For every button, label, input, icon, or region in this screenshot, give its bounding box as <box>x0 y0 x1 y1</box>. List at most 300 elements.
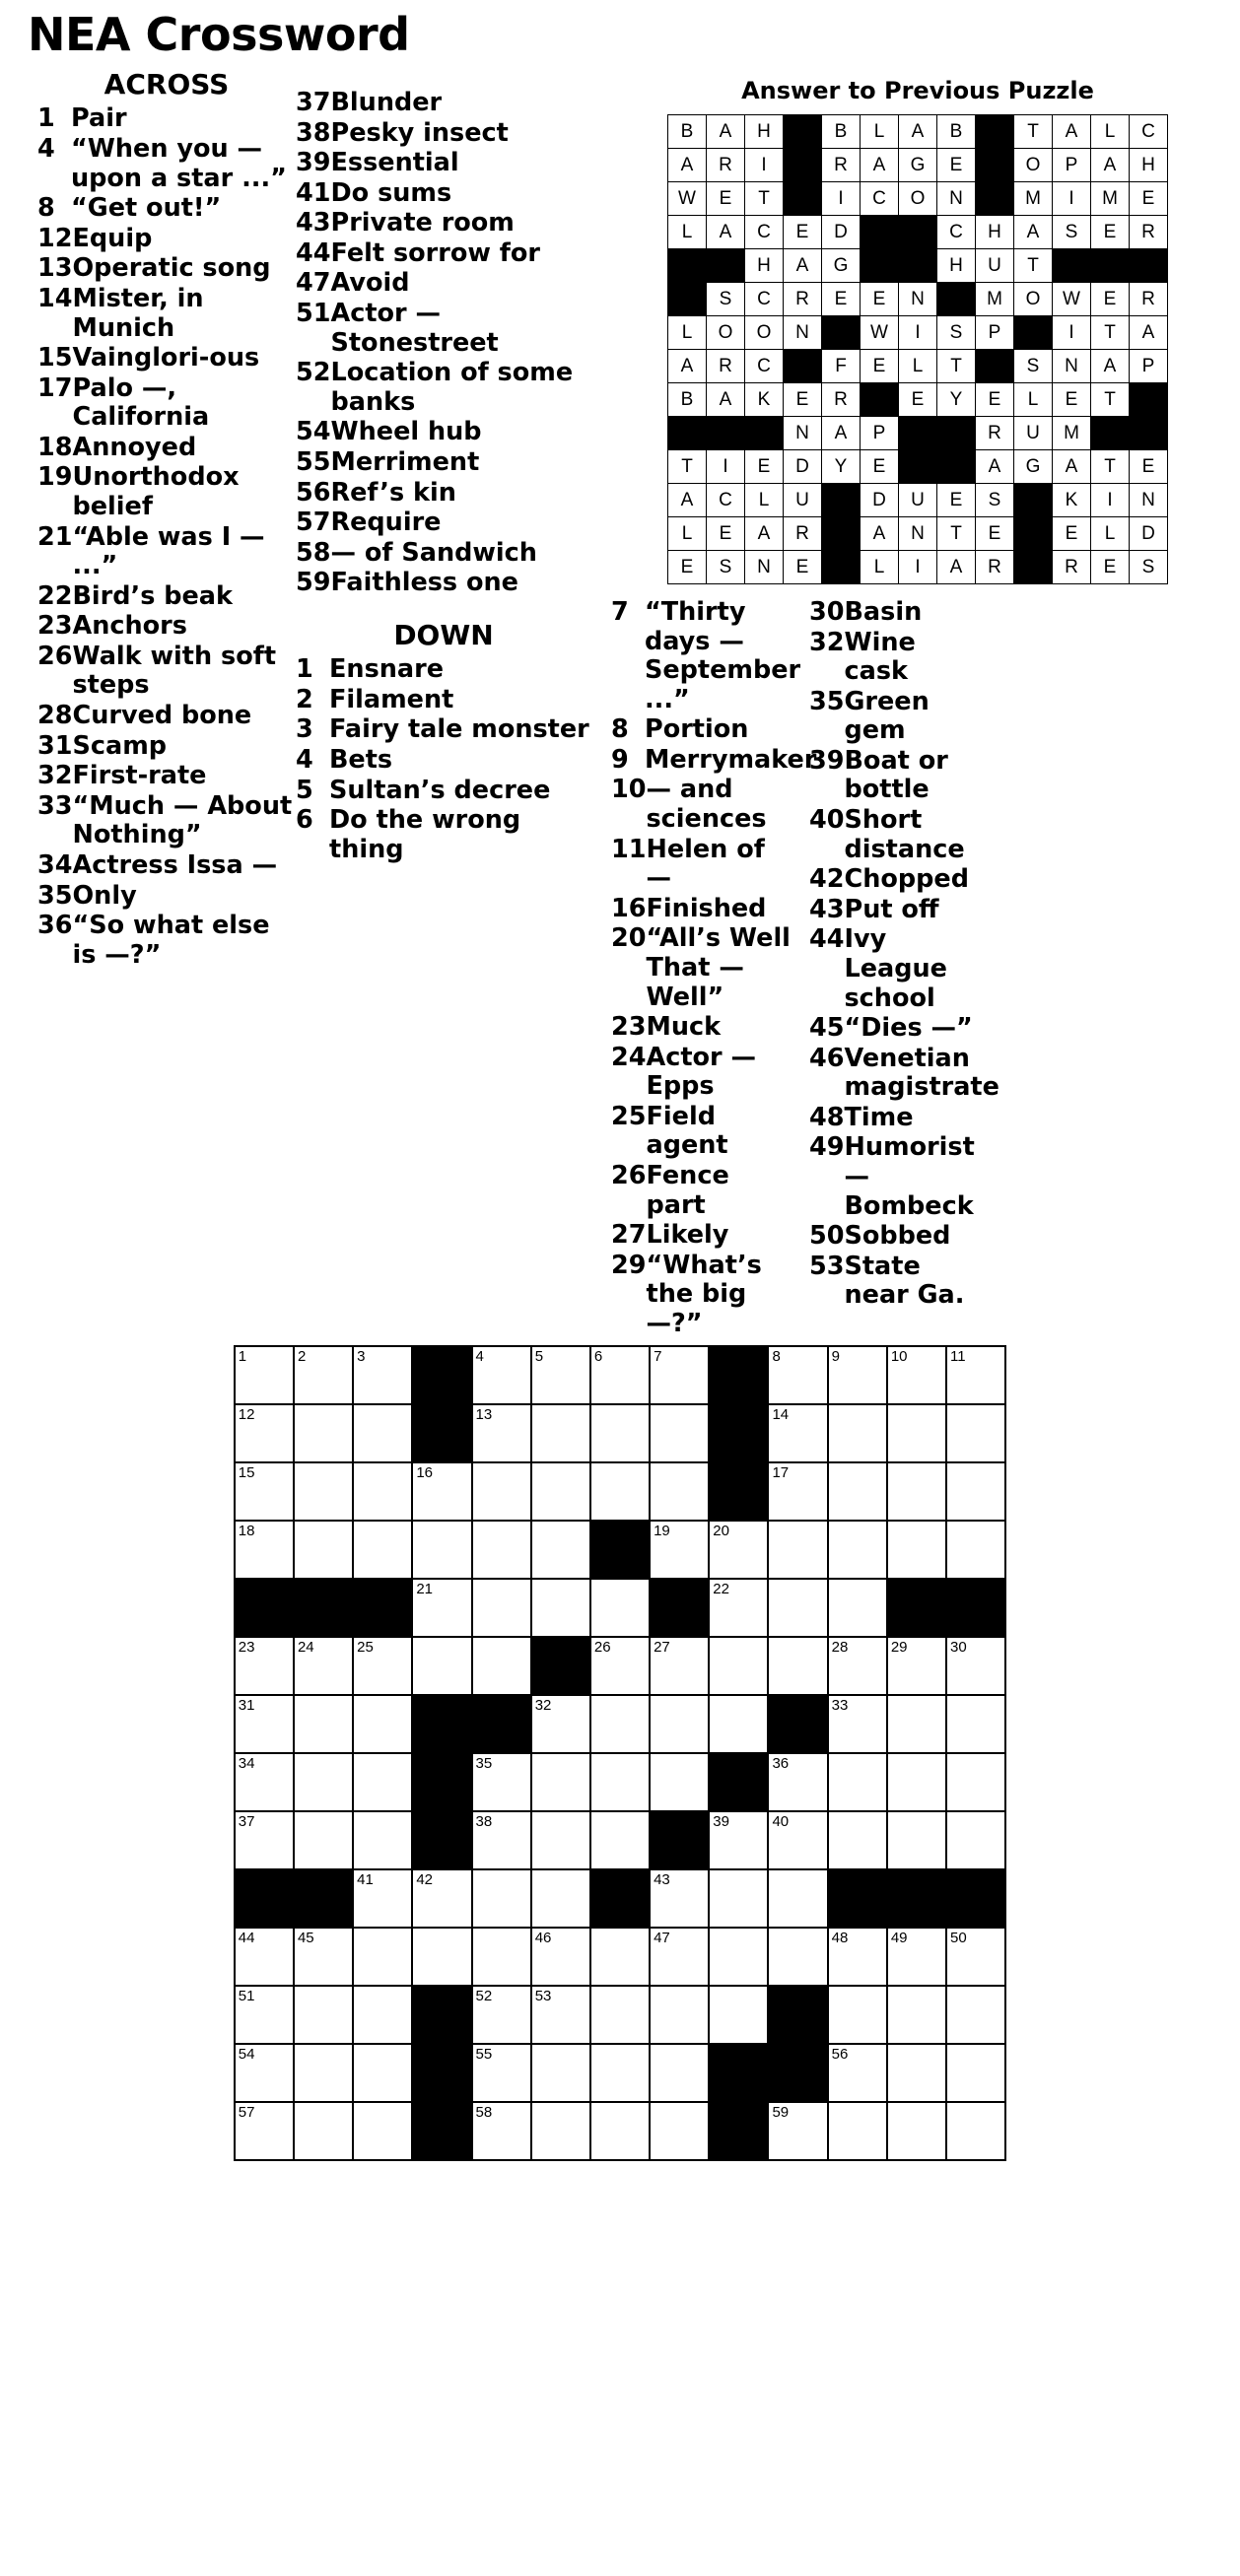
puzzle-grid-cell[interactable] <box>946 1404 1005 1462</box>
answer-grid-row <box>668 216 1168 249</box>
answer-grid-block <box>1091 249 1130 283</box>
clue-text: Venetian magistrate <box>844 1043 999 1103</box>
answer-grid-letter: H <box>745 249 784 283</box>
puzzle-grid-cell[interactable] <box>235 2044 294 2102</box>
puzzle-grid-cell[interactable] <box>709 1521 768 1579</box>
puzzle-cell-number: 13 <box>475 1406 493 1424</box>
puzzle-grid-cell[interactable] <box>235 1521 294 1579</box>
answer-grid-letter: S <box>707 551 745 584</box>
puzzle-grid-cell[interactable] <box>412 1869 471 1928</box>
puzzle-grid-cell[interactable] <box>235 1695 294 1753</box>
answer-grid-letter: L <box>899 350 937 383</box>
puzzle-grid-row <box>235 1521 1005 1579</box>
puzzle-grid-cell[interactable] <box>531 1346 590 1404</box>
puzzle-grid-cell[interactable] <box>294 2044 353 2102</box>
answer-grid-letter: S <box>1014 350 1053 383</box>
clue-text: Wheel hub <box>330 417 482 447</box>
puzzle-grid-cell[interactable] <box>235 1928 294 1986</box>
puzzle-grid-cell[interactable] <box>235 1811 294 1869</box>
answer-grid-letter: L <box>861 551 899 584</box>
clue-number: 45 <box>809 1013 845 1044</box>
puzzle-grid-cell[interactable] <box>294 1695 353 1753</box>
puzzle-grid-cell[interactable] <box>650 1346 709 1404</box>
answer-grid-letter: A <box>784 249 822 283</box>
puzzle-grid-cell[interactable] <box>531 1753 590 1811</box>
clue-text: Merrymaker <box>645 744 817 775</box>
clue-item <box>37 582 296 612</box>
answer-grid-letter: W <box>1053 283 1091 316</box>
puzzle-grid-cell[interactable] <box>709 1869 768 1928</box>
page-title: NEA Crossword <box>28 8 410 61</box>
clue-item <box>611 895 793 924</box>
answer-grid-block <box>1014 517 1053 551</box>
clue-text: “Dies —” <box>844 1013 973 1044</box>
puzzle-grid-row <box>235 1346 1005 1404</box>
answer-grid-letter: B <box>937 115 976 149</box>
puzzle-grid-cell[interactable] <box>294 1637 353 1695</box>
puzzle-grid-cell[interactable] <box>235 1986 294 2044</box>
puzzle-grid-cell[interactable] <box>768 2102 827 2160</box>
puzzle-cell-number: 19 <box>654 1523 670 1540</box>
puzzle-grid-cell[interactable] <box>590 2044 650 2102</box>
puzzle-grid-cell[interactable] <box>946 1462 1005 1521</box>
clue-item <box>296 715 591 745</box>
answer-grid-letter: C <box>1130 115 1168 149</box>
puzzle-grid-cell[interactable] <box>828 2044 887 2102</box>
answer-grid-block <box>1091 417 1130 450</box>
answer-grid-letter: S <box>707 283 745 316</box>
puzzle-grid-cell[interactable] <box>768 1404 827 1462</box>
puzzle-cell-number: 32 <box>534 1697 552 1715</box>
puzzle-grid-cell[interactable] <box>650 1986 709 2044</box>
puzzle-grid-cell[interactable] <box>353 1462 412 1521</box>
puzzle-grid-cell[interactable] <box>235 1404 294 1462</box>
clue-number: 11 <box>611 834 647 864</box>
puzzle-grid-cell[interactable] <box>709 1637 768 1695</box>
puzzle-grid-cell[interactable] <box>294 2102 353 2160</box>
puzzle-grid-cell[interactable] <box>887 1462 946 1521</box>
puzzle-grid-cell[interactable] <box>650 1753 709 1811</box>
puzzle-grid-row <box>235 1869 1005 1928</box>
puzzle-grid-cell[interactable] <box>650 1637 709 1695</box>
answer-grid-letter: A <box>1053 115 1091 149</box>
puzzle-grid-cell[interactable] <box>294 1404 353 1462</box>
puzzle-grid-cell[interactable] <box>768 1811 827 1869</box>
clue-item <box>296 300 591 358</box>
puzzle-grid-cell[interactable] <box>412 1521 471 1579</box>
puzzle-cell-number: 52 <box>475 1988 493 2005</box>
puzzle-grid-cell[interactable] <box>472 1753 531 1811</box>
puzzle-grid-cell[interactable] <box>828 1811 887 1869</box>
puzzle-grid-cell[interactable] <box>887 1811 946 1869</box>
clue-number: 3 <box>296 714 313 745</box>
puzzle-grid-cell[interactable] <box>472 1986 531 2044</box>
answer-and-down-area <box>591 63 1230 1339</box>
puzzle-grid-cell[interactable] <box>650 2044 709 2102</box>
answer-grid-letter: E <box>861 283 899 316</box>
puzzle-grid-cell[interactable] <box>531 1521 590 1579</box>
clue-text: Ivy League school <box>844 924 947 1013</box>
puzzle-grid-cell[interactable] <box>590 2102 650 2160</box>
answer-grid-letter: G <box>822 249 861 283</box>
puzzle-grid-cell[interactable] <box>294 1928 353 1986</box>
puzzle-grid-cell[interactable] <box>235 1462 294 1521</box>
puzzle-grid-cell[interactable] <box>353 1346 412 1404</box>
puzzle-cell-number: 45 <box>297 1930 314 1947</box>
puzzle-grid-cell[interactable] <box>768 1346 827 1404</box>
answer-grid-letter: O <box>1014 149 1053 182</box>
clue-item <box>809 1104 987 1133</box>
answer-grid-letter: C <box>861 182 899 216</box>
puzzle-grid-cell[interactable] <box>353 1753 412 1811</box>
puzzle-grid-cell[interactable] <box>887 1928 946 1986</box>
puzzle-grid-cell[interactable] <box>709 1986 768 2044</box>
puzzle-grid-cell[interactable] <box>590 1346 650 1404</box>
clue-item <box>296 359 591 417</box>
answer-grid-letter: N <box>784 417 822 450</box>
puzzle-grid-cell[interactable] <box>472 1869 531 1928</box>
clue-number: 54 <box>296 417 331 447</box>
answer-grid-row <box>668 316 1168 350</box>
puzzle-cell-number: 48 <box>831 1930 849 1947</box>
answer-grid-letter: R <box>707 350 745 383</box>
puzzle-grid-cell[interactable] <box>353 1521 412 1579</box>
clue-item <box>296 777 591 806</box>
puzzle-grid-cell[interactable] <box>590 1462 650 1521</box>
clue-text: Mister, in Munich <box>72 283 204 343</box>
clue-number: 10 <box>611 775 647 805</box>
puzzle-grid-cell[interactable] <box>590 1695 650 1753</box>
puzzle-grid-cell[interactable] <box>828 1462 887 1521</box>
puzzle-grid-cell[interactable] <box>887 1986 946 2044</box>
clue-number: 53 <box>809 1251 845 1281</box>
puzzle-grid[interactable] <box>234 1345 1006 2161</box>
puzzle-cell-number: 38 <box>475 1813 493 1831</box>
puzzle-grid-cell[interactable] <box>828 1521 887 1579</box>
answer-grid-letter: E <box>707 182 745 216</box>
puzzle-grid-cell[interactable] <box>472 1404 531 1462</box>
clue-item <box>296 418 591 447</box>
puzzle-grid-cell[interactable] <box>353 1695 412 1753</box>
clue-number: 27 <box>611 1220 647 1251</box>
puzzle-grid-cell[interactable] <box>828 1928 887 1986</box>
puzzle-grid-cell[interactable] <box>828 1753 887 1811</box>
puzzle-grid-cell[interactable] <box>946 1346 1005 1404</box>
clue-number: 26 <box>37 641 73 671</box>
puzzle-grid-cell[interactable] <box>531 1404 590 1462</box>
puzzle-grid-cell[interactable] <box>235 1637 294 1695</box>
puzzle-grid-cell[interactable] <box>887 1753 946 1811</box>
answer-grid-row <box>668 115 1168 149</box>
puzzle-grid-cell[interactable] <box>768 1869 827 1928</box>
previous-answer-grid <box>667 114 1168 584</box>
answer-grid-letter: N <box>1053 350 1091 383</box>
puzzle-grid-cell[interactable] <box>531 1928 590 1986</box>
clue-number: 37 <box>296 88 331 117</box>
down-clues-lower <box>605 598 1230 1339</box>
puzzle-grid-cell[interactable] <box>472 1346 531 1404</box>
puzzle-grid-cell[interactable] <box>531 1462 590 1521</box>
puzzle-grid-cell[interactable] <box>590 1811 650 1869</box>
puzzle-grid-cell[interactable] <box>946 1753 1005 1811</box>
puzzle-grid-cell[interactable] <box>709 1579 768 1637</box>
clue-item <box>611 1044 793 1102</box>
puzzle-grid-cell[interactable] <box>353 1986 412 2044</box>
puzzle-grid-cell[interactable] <box>412 1637 471 1695</box>
clue-item <box>611 836 793 894</box>
clue-text: Anchors <box>72 611 187 642</box>
puzzle-grid-cell[interactable] <box>472 2102 531 2160</box>
puzzle-grid-block <box>472 1695 531 1753</box>
puzzle-grid-cell[interactable] <box>531 1986 590 2044</box>
puzzle-grid-cell[interactable] <box>353 1637 412 1695</box>
answer-grid-letter: C <box>745 350 784 383</box>
puzzle-grid-cell[interactable] <box>946 2044 1005 2102</box>
clue-text: “All’s Well That — Well” <box>646 923 791 1012</box>
puzzle-grid-cell[interactable] <box>946 2102 1005 2160</box>
puzzle-grid-row <box>235 2044 1005 2102</box>
puzzle-grid-cell[interactable] <box>472 1462 531 1521</box>
puzzle-grid-cell[interactable] <box>472 1521 531 1579</box>
puzzle-grid-cell[interactable] <box>828 1695 887 1753</box>
answer-grid-letter: P <box>1130 350 1168 383</box>
puzzle-grid-cell[interactable] <box>709 1695 768 1753</box>
puzzle-grid-cell[interactable] <box>531 2044 590 2102</box>
clue-item <box>37 463 296 521</box>
puzzle-grid-cell[interactable] <box>590 1928 650 1986</box>
puzzle-grid-cell[interactable] <box>946 1695 1005 1753</box>
puzzle-grid-cell[interactable] <box>650 1462 709 1521</box>
clue-number: 26 <box>611 1160 647 1190</box>
puzzle-grid-cell[interactable] <box>590 1753 650 1811</box>
clue-number: 56 <box>296 477 331 508</box>
clue-text: Do the wrong thing <box>329 805 521 864</box>
answer-grid-letter: I <box>1053 316 1091 350</box>
puzzle-grid-cell[interactable] <box>353 2102 412 2160</box>
puzzle-grid-block <box>235 1869 294 1928</box>
puzzle-grid-cell[interactable] <box>650 2102 709 2160</box>
puzzle-grid-cell[interactable] <box>294 1986 353 2044</box>
answer-grid-letter: E <box>937 484 976 517</box>
answer-grid-letter: N <box>899 283 937 316</box>
puzzle-grid-cell[interactable] <box>768 1753 827 1811</box>
puzzle-grid-cell[interactable] <box>828 1637 887 1695</box>
clue-number: 43 <box>296 208 331 238</box>
answer-grid-letter: T <box>1091 450 1130 484</box>
puzzle-grid-cell[interactable] <box>412 1462 471 1521</box>
clue-number: 35 <box>37 880 73 911</box>
answer-grid-letter: A <box>745 517 784 551</box>
puzzle-grid-block <box>709 1753 768 1811</box>
clue-text: Blunder <box>330 88 443 117</box>
puzzle-grid-cell[interactable] <box>472 1637 531 1695</box>
puzzle-grid-cell[interactable] <box>235 1753 294 1811</box>
clue-text: Sobbed <box>844 1221 951 1252</box>
puzzle-grid-cell[interactable] <box>650 1695 709 1753</box>
puzzle-grid-cell[interactable] <box>768 1579 827 1637</box>
puzzle-grid-cell[interactable] <box>828 1346 887 1404</box>
answer-grid-block <box>822 551 861 584</box>
clue-item <box>37 702 296 731</box>
puzzle-grid-cell[interactable] <box>590 1579 650 1637</box>
puzzle-grid-cell[interactable] <box>531 2102 590 2160</box>
puzzle-grid-cell[interactable] <box>946 1811 1005 1869</box>
puzzle-grid-cell[interactable] <box>353 2044 412 2102</box>
puzzle-grid-cell[interactable] <box>294 1521 353 1579</box>
puzzle-grid-cell[interactable] <box>472 1579 531 1637</box>
puzzle-grid-cell[interactable] <box>828 2102 887 2160</box>
puzzle-grid-cell[interactable] <box>235 2102 294 2160</box>
puzzle-grid-cell[interactable] <box>412 1579 471 1637</box>
puzzle-grid-cell[interactable] <box>590 1986 650 2044</box>
answer-grid-letter: M <box>1091 182 1130 216</box>
clue-number: 7 <box>611 597 629 627</box>
puzzle-grid-block <box>294 1869 353 1928</box>
puzzle-cell-number: 11 <box>950 1348 966 1366</box>
answer-grid-letter: E <box>976 383 1014 417</box>
clue-number: 35 <box>809 686 845 716</box>
puzzle-grid-cell[interactable] <box>768 1521 827 1579</box>
puzzle-cell-number: 56 <box>831 2046 849 2064</box>
puzzle-grid-cell[interactable] <box>590 1404 650 1462</box>
clue-item <box>37 912 296 970</box>
clue-item <box>611 1013 793 1043</box>
puzzle-grid-cell[interactable] <box>294 1753 353 1811</box>
puzzle-grid-cell[interactable] <box>887 2044 946 2102</box>
clue-item <box>296 686 591 715</box>
puzzle-grid-cell[interactable] <box>887 1521 946 1579</box>
clue-number: 44 <box>809 924 845 955</box>
puzzle-grid-cell[interactable] <box>887 1695 946 1753</box>
puzzle-grid-cell[interactable] <box>531 1695 590 1753</box>
puzzle-cell-number: 12 <box>238 1406 255 1424</box>
puzzle-grid-cell[interactable] <box>353 1811 412 1869</box>
puzzle-grid-cell[interactable] <box>235 1346 294 1404</box>
puzzle-grid-cell[interactable] <box>650 1869 709 1928</box>
clue-item <box>37 612 296 642</box>
answer-grid-letter: N <box>784 316 822 350</box>
clue-text: “So what else is —?” <box>72 911 270 970</box>
answer-grid-block <box>707 249 745 283</box>
across-column-2 <box>296 63 591 865</box>
puzzle-grid-cell[interactable] <box>946 1986 1005 2044</box>
puzzle-grid-cell[interactable] <box>650 1521 709 1579</box>
answer-grid-block <box>937 450 976 484</box>
puzzle-grid-block <box>887 1869 946 1928</box>
puzzle-grid-cell[interactable] <box>828 1404 887 1462</box>
puzzle-cell-number: 2 <box>297 1348 307 1366</box>
clue-number: 40 <box>809 805 845 836</box>
puzzle-grid-cell[interactable] <box>768 1928 827 1986</box>
clue-text: Finished <box>646 893 767 923</box>
across-heading: ACROSS <box>103 68 230 101</box>
puzzle-grid-row <box>235 2102 1005 2160</box>
puzzle-grid-cell[interactable] <box>828 1579 887 1637</box>
clue-text: Bird’s beak <box>72 580 233 611</box>
puzzle-grid-cell[interactable] <box>531 1869 590 1928</box>
answer-grid-letter: T <box>1091 316 1130 350</box>
answer-grid-letter: L <box>1014 383 1053 417</box>
puzzle-grid-cell[interactable] <box>353 1404 412 1462</box>
puzzle-grid-cell[interactable] <box>412 1928 471 1986</box>
puzzle-grid-cell[interactable] <box>768 1637 827 1695</box>
answer-grid-letter: I <box>822 182 861 216</box>
puzzle-grid-cell[interactable] <box>294 1462 353 1521</box>
clue-text: Likely <box>646 1220 729 1251</box>
puzzle-grid-cell[interactable] <box>946 1637 1005 1695</box>
answer-grid-letter: T <box>1014 249 1053 283</box>
puzzle-grid-cell[interactable] <box>887 1404 946 1462</box>
puzzle-grid-cell[interactable] <box>294 1811 353 1869</box>
answer-grid-letter: N <box>937 182 976 216</box>
clue-item <box>809 1014 987 1044</box>
puzzle-grid-cell[interactable] <box>650 1928 709 1986</box>
answer-grid-letter: S <box>1130 551 1168 584</box>
puzzle-cell-number: 25 <box>357 1639 374 1657</box>
puzzle-grid-cell[interactable] <box>353 1869 412 1928</box>
answer-grid-letter: L <box>668 517 707 551</box>
puzzle-grid-cell[interactable] <box>472 1928 531 1986</box>
clue-text: Only <box>72 880 137 911</box>
clue-text: Walk with soft steps <box>72 641 277 701</box>
answer-grid-letter: E <box>1053 383 1091 417</box>
puzzle-grid-cell[interactable] <box>709 1811 768 1869</box>
answer-grid-letter: R <box>1130 216 1168 249</box>
puzzle-grid-cell[interactable] <box>887 1346 946 1404</box>
puzzle-grid-cell[interactable] <box>709 1928 768 1986</box>
answer-grid-letter: T <box>937 350 976 383</box>
puzzle-grid-cell[interactable] <box>531 1811 590 1869</box>
puzzle-grid-cell[interactable] <box>887 2102 946 2160</box>
clue-item <box>296 655 591 685</box>
puzzle-grid-cell[interactable] <box>650 1404 709 1462</box>
puzzle-grid-block <box>412 1753 471 1811</box>
answer-grid-block <box>668 249 707 283</box>
answer-grid-block <box>899 249 937 283</box>
answer-grid-letter: I <box>899 551 937 584</box>
puzzle-cell-number: 37 <box>238 1813 255 1831</box>
puzzle-grid-cell[interactable] <box>590 1637 650 1695</box>
clue-text: Faithless one <box>330 568 518 598</box>
puzzle-grid-cell[interactable] <box>887 1637 946 1695</box>
clue-item <box>296 239 591 269</box>
puzzle-cell-number: 58 <box>475 2104 493 2122</box>
puzzle-cell-number: 55 <box>475 2046 493 2064</box>
puzzle-grid-cell[interactable] <box>353 1928 412 1986</box>
puzzle-grid-cell[interactable] <box>946 1928 1005 1986</box>
clue-item <box>37 851 296 881</box>
puzzle-grid-cell[interactable] <box>472 2044 531 2102</box>
answer-grid-letter: O <box>1014 283 1053 316</box>
clue-number: 39 <box>809 745 845 776</box>
puzzle-grid-block <box>768 1695 827 1753</box>
puzzle-grid-cell[interactable] <box>294 1346 353 1404</box>
clue-number: 55 <box>296 446 331 477</box>
answer-grid-letter: E <box>1130 450 1168 484</box>
down-clue-list-1 <box>296 655 591 864</box>
puzzle-grid-cell[interactable] <box>946 1521 1005 1579</box>
clue-number: 30 <box>809 597 845 627</box>
answer-grid-row <box>668 283 1168 316</box>
clue-item <box>611 1221 793 1251</box>
puzzle-cell-number: 30 <box>950 1639 967 1657</box>
puzzle-grid-cell[interactable] <box>768 1462 827 1521</box>
answer-grid-letter: L <box>1091 517 1130 551</box>
answer-grid-letter: A <box>976 450 1014 484</box>
puzzle-grid-cell[interactable] <box>531 1579 590 1637</box>
puzzle-grid-cell[interactable] <box>828 1986 887 2044</box>
puzzle-grid-cell[interactable] <box>472 1811 531 1869</box>
